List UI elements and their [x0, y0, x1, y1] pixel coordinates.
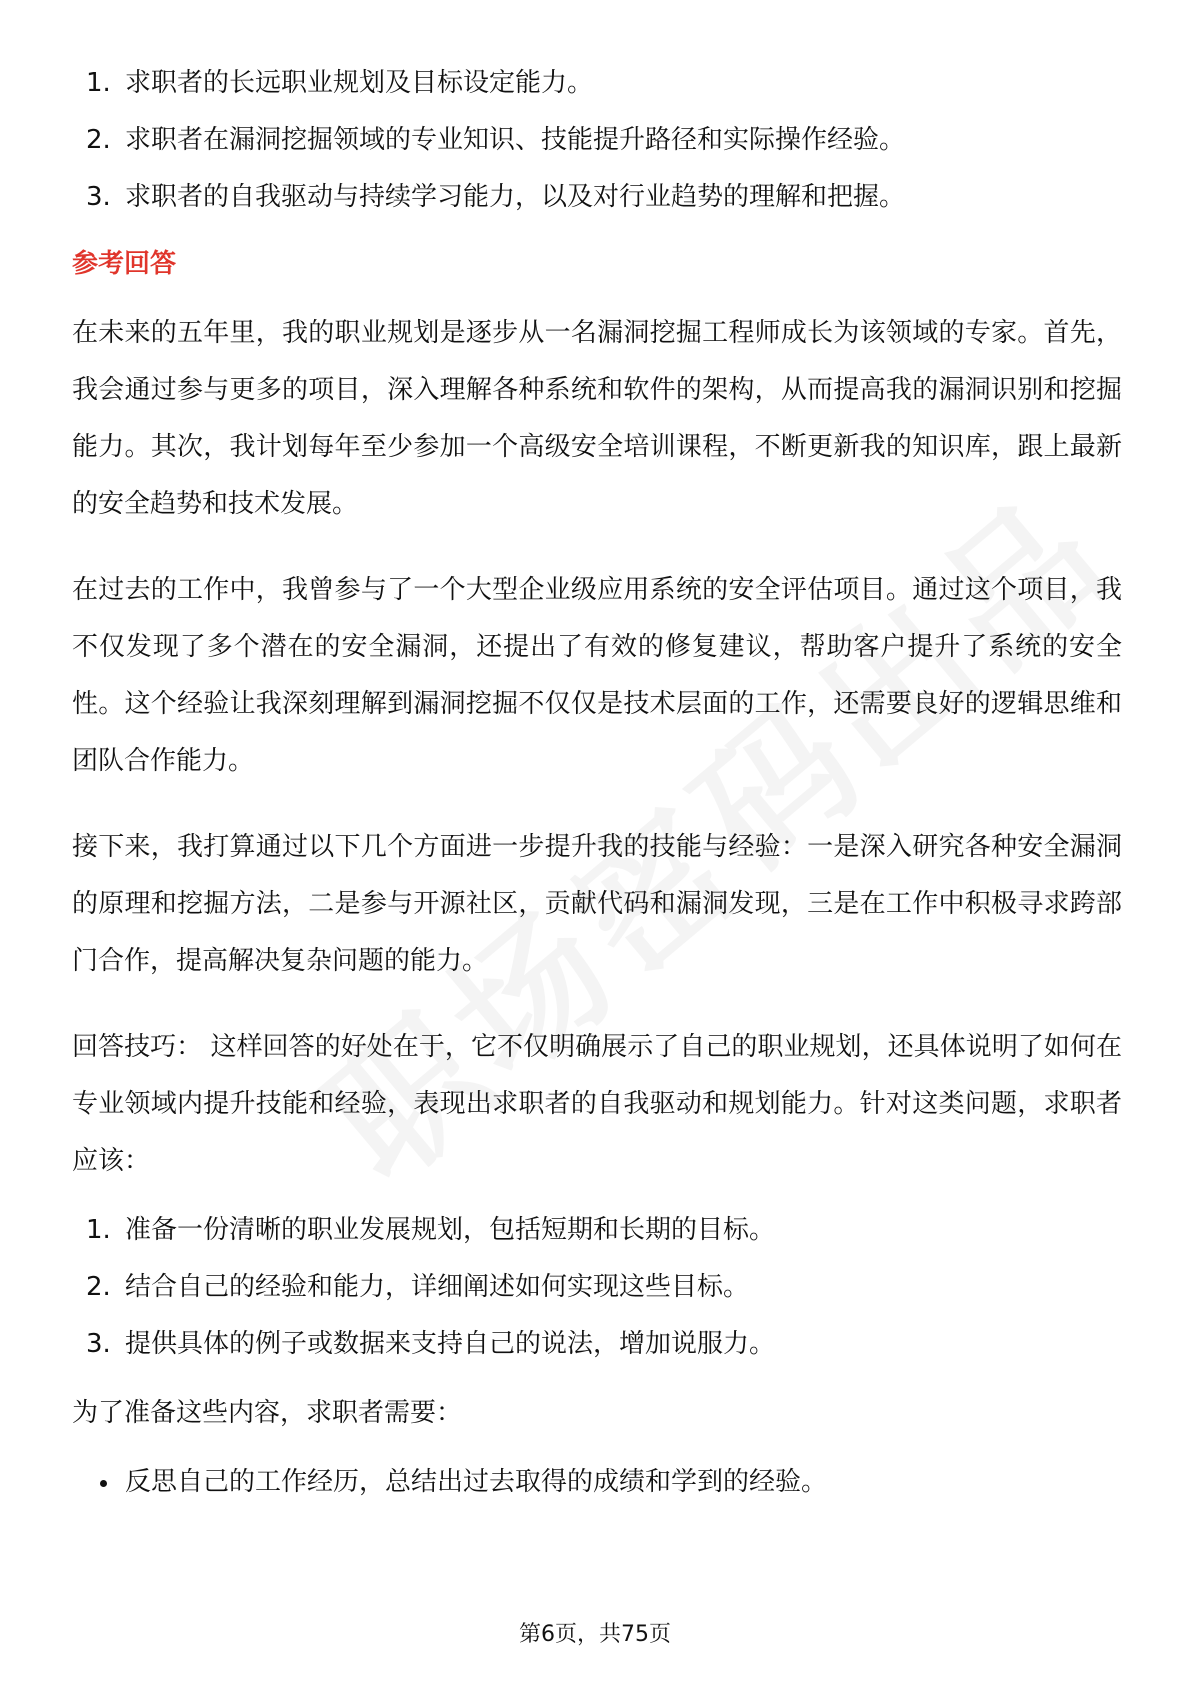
list-number: 1.: [86, 1215, 111, 1245]
list-item-text: 准备一份清晰的职业发展规划，包括短期和长期的目标。: [125, 1215, 776, 1245]
tips-list: [72, 1202, 1122, 1373]
focus-points-list: [72, 55, 1122, 226]
answer-paragraph: 接下来，我打算通过以下几个方面进一步提升我的技能与经验：一是深入研究各种安全漏洞的原理和挖掘方法，二是参与开源社区，贡献代码和漏洞发现，三是在工作中积极寻求跨部门合作，提高解决复杂问题的能力。: [72, 832, 1122, 976]
list-number: 1.: [86, 68, 111, 98]
list-number: 3.: [86, 182, 111, 212]
list-number: 2.: [86, 1272, 111, 1302]
reference-answer-heading: 参考回答: [72, 249, 177, 279]
list-item: [72, 112, 1122, 169]
list-item: [72, 55, 1122, 112]
answer-paragraph: 在未来的五年里，我的职业规划是逐步从一名漏洞挖掘工程师成长为该领域的专家。首先，我会通过参与更多的项目，深入理解各种系统和软件的架构，从而提高我的漏洞识别和挖掘能力。其次，我计划每年至少参加一个高级安全培训课程，不断更新我的知识库，跟上最新的安全趋势和技术发展。: [72, 318, 1122, 519]
answer-paragraph: 在过去的工作中，我曾参与了一个大型企业级应用系统的安全评估项目。通过这个项目，我不仅发现了多个潜在的安全漏洞，还提出了有效的修复建议，帮助客户提升了系统的安全性。这个经验让我深刻理解到漏洞挖掘不仅仅是技术层面的工作，还需要良好的逻辑思维和团队合作能力。: [72, 575, 1122, 776]
list-item-text: 结合自己的经验和能力，详细阐述如何实现这些目标。: [125, 1272, 750, 1302]
list-number: 3.: [86, 1329, 111, 1359]
prep-bullet-list: [72, 1454, 1122, 1511]
list-item-text: 提供具体的例子或数据来支持自己的说法，增加说服力。: [125, 1329, 776, 1359]
list-item-text: 求职者在漏洞挖掘领域的专业知识、技能提升路径和实际操作经验。: [125, 125, 906, 155]
list-number: 2.: [86, 125, 111, 155]
page-footer: 第6页，共75页: [519, 1622, 671, 1647]
page-content: [72, 55, 1122, 1511]
list-item: [72, 1316, 1122, 1373]
bullet-item: [72, 1454, 1122, 1511]
answer-tips-paragraph: 回答技巧： 这样回答的好处在于，它不仅明确展示了自己的职业规划，还具体说明了如何在专业领域内提升技能和经验，表现出求职者的自我驱动和规划能力。针对这类问题，求职者应该：: [72, 1032, 1122, 1176]
list-item-text: 求职者的长远职业规划及目标设定能力。: [125, 68, 594, 98]
bullet-dot-icon: [100, 1480, 107, 1487]
list-item-text: 求职者的自我驱动与持续学习能力，以及对行业趋势的理解和把握。: [125, 182, 906, 212]
prep-intro-paragraph: 为了准备这些内容，求职者需要：: [72, 1398, 463, 1428]
list-item: [72, 1259, 1122, 1316]
bullet-item-text: 反思自己的工作经历，总结出过去取得的成绩和学到的经验。: [125, 1467, 828, 1497]
list-item: [72, 169, 1122, 226]
list-item: [72, 1202, 1122, 1259]
